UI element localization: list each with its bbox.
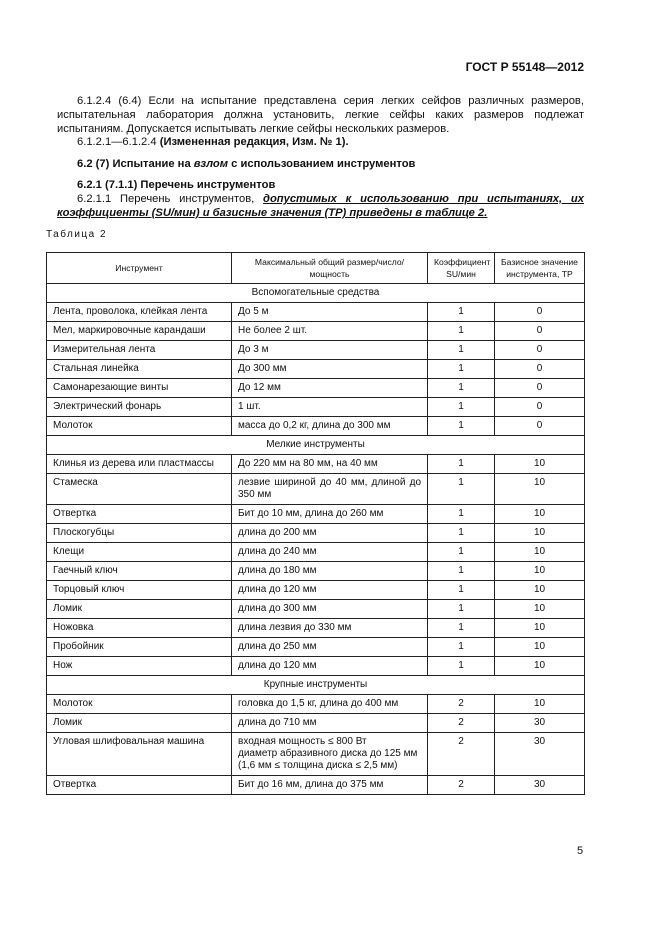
tool-limit-cell: Не более 2 шт. xyxy=(232,322,428,341)
base-value-cell: 10 xyxy=(495,562,585,581)
paragraph-prefix: 6.2.1.1 Перечень инструментов, xyxy=(77,193,264,205)
paragraph-changed-text: допустимых к использованию при испытаниях, их коэффициенты (SU/мин) и базисные значения (ТР) приведены в таблице 2. xyxy=(57,193,584,219)
table-row xyxy=(47,581,585,600)
tool-name-cell: Молоток xyxy=(47,695,232,714)
column-header: Инструмент xyxy=(47,253,232,284)
table-row xyxy=(47,398,585,417)
tool-name-cell: Измерительная лента xyxy=(47,341,232,360)
tool-name-cell: Ломик xyxy=(47,714,232,733)
table-row xyxy=(47,379,585,398)
section-row xyxy=(47,284,585,303)
table-row xyxy=(47,695,585,714)
paragraph-amendment-note xyxy=(57,135,584,149)
coefficient-cell: 1 xyxy=(428,524,495,543)
base-value-cell: 10 xyxy=(495,505,585,524)
document-header: ГОСТ Р 55148—2012 xyxy=(465,60,584,74)
coefficient-cell: 2 xyxy=(428,733,495,776)
tools-table xyxy=(46,252,585,795)
table-row xyxy=(47,303,585,322)
amendment-text: (Измененная редакция, Изм. № 1). xyxy=(159,136,349,148)
base-value-cell: 10 xyxy=(495,600,585,619)
section-row xyxy=(47,436,585,455)
tool-name-cell: Электрический фонарь xyxy=(47,398,232,417)
table-row xyxy=(47,524,585,543)
base-value-cell: 10 xyxy=(495,543,585,562)
tool-name-cell: Мел, маркировочные карандаши xyxy=(47,322,232,341)
coefficient-cell: 1 xyxy=(428,455,495,474)
tool-name-cell: Клещи xyxy=(47,543,232,562)
coefficient-cell: 2 xyxy=(428,776,495,795)
coefficient-cell: 1 xyxy=(428,562,495,581)
table-row xyxy=(47,474,585,505)
table-body xyxy=(47,284,585,795)
tool-limit-cell: длина до 250 мм xyxy=(232,638,428,657)
table-row xyxy=(47,619,585,638)
base-value-cell: 0 xyxy=(495,341,585,360)
base-value-cell: 0 xyxy=(495,303,585,322)
base-value-cell: 10 xyxy=(495,695,585,714)
tool-name-cell: Ломик xyxy=(47,600,232,619)
base-value-cell: 0 xyxy=(495,417,585,436)
base-value-cell: 10 xyxy=(495,619,585,638)
table-row xyxy=(47,360,585,379)
heading-emphasis: взлом xyxy=(193,158,229,170)
table-row xyxy=(47,714,585,733)
base-value-cell: 0 xyxy=(495,379,585,398)
table-header-row xyxy=(47,253,585,284)
table-row xyxy=(47,341,585,360)
tool-name-cell: Торцовый ключ xyxy=(47,581,232,600)
tool-limit-cell: масса до 0,2 кг, длина до 300 мм xyxy=(232,417,428,436)
base-value-cell: 10 xyxy=(495,524,585,543)
page-number: 5 xyxy=(577,845,584,857)
tool-name-cell: Отвертка xyxy=(47,505,232,524)
tool-limit-cell: Бит до 16 мм, длина до 375 мм xyxy=(232,776,428,795)
tool-name-cell: Угловая шлифовальная машина xyxy=(47,733,232,776)
tool-name-cell: Стальная линейка xyxy=(47,360,232,379)
coefficient-cell: 1 xyxy=(428,322,495,341)
section-title: Крупные инструменты xyxy=(47,676,585,695)
paragraph-6-1-2-4: 6.1.2.4 (6.4) Если на испытание представлена серия легких сейфов различных размеров, испытательная лаборатория должна установить, легкие сейфы каких размеров подлежат испытаниям. Допускается испытывать легкие сейфы нескольких размеров. xyxy=(57,95,584,135)
tool-name-cell: Лента, проволока, клейкая лента xyxy=(47,303,232,322)
coefficient-cell: 1 xyxy=(428,581,495,600)
tool-limit-cell: До 5 м xyxy=(232,303,428,322)
paragraph-6-2-1-1 xyxy=(57,192,584,220)
tool-limit-cell: длина до 120 мм xyxy=(232,657,428,676)
section-title: Вспомогательные средства xyxy=(47,284,585,303)
table-row xyxy=(47,543,585,562)
tool-name-cell: Плоскогубцы xyxy=(47,524,232,543)
section-heading-6-2 xyxy=(57,157,584,171)
tool-limit-cell: длина до 200 мм xyxy=(232,524,428,543)
coefficient-cell: 1 xyxy=(428,474,495,505)
coefficient-cell: 1 xyxy=(428,360,495,379)
column-header: Базисное значение инструмента, ТР xyxy=(495,253,585,284)
tool-limit-cell: До 220 мм на 80 мм, на 40 мм xyxy=(232,455,428,474)
coefficient-cell: 1 xyxy=(428,341,495,360)
base-value-cell: 30 xyxy=(495,776,585,795)
base-value-cell: 10 xyxy=(495,638,585,657)
table-row xyxy=(47,505,585,524)
tool-limit-cell: длина до 120 мм xyxy=(232,581,428,600)
tool-limit-cell: длина до 300 мм xyxy=(232,600,428,619)
tool-limit-cell: До 3 м xyxy=(232,341,428,360)
table-row xyxy=(47,417,585,436)
tool-limit-cell: длина лезвия до 330 мм xyxy=(232,619,428,638)
base-value-cell: 0 xyxy=(495,360,585,379)
tool-limit-cell: головка до 1,5 кг, длина до 400 мм xyxy=(232,695,428,714)
table-row xyxy=(47,322,585,341)
tool-limit-cell: длина до 240 мм xyxy=(232,543,428,562)
table-row xyxy=(47,562,585,581)
coefficient-cell: 1 xyxy=(428,398,495,417)
section-row xyxy=(47,676,585,695)
coefficient-cell: 1 xyxy=(428,303,495,322)
base-value-cell: 0 xyxy=(495,398,585,417)
base-value-cell: 10 xyxy=(495,657,585,676)
tool-limit-cell: До 300 мм xyxy=(232,360,428,379)
table-row xyxy=(47,638,585,657)
tool-name-cell: Стамеска xyxy=(47,474,232,505)
tool-limit-cell: До 12 мм xyxy=(232,379,428,398)
table-row xyxy=(47,657,585,676)
coefficient-cell: 1 xyxy=(428,600,495,619)
table-row xyxy=(47,776,585,795)
tool-name-cell: Отвертка xyxy=(47,776,232,795)
coefficient-cell: 1 xyxy=(428,619,495,638)
table-row xyxy=(47,600,585,619)
tool-name-cell: Ножовка xyxy=(47,619,232,638)
tool-limit-cell: длина до 710 мм xyxy=(232,714,428,733)
table-row xyxy=(47,455,585,474)
coefficient-cell: 1 xyxy=(428,417,495,436)
base-value-cell: 10 xyxy=(495,474,585,505)
tool-name-cell: Гаечный ключ xyxy=(47,562,232,581)
table-row xyxy=(47,733,585,776)
base-value-cell: 10 xyxy=(495,581,585,600)
coefficient-cell: 1 xyxy=(428,379,495,398)
coefficient-cell: 2 xyxy=(428,714,495,733)
coefficient-cell: 1 xyxy=(428,657,495,676)
tool-limit-cell: 1 шт. xyxy=(232,398,428,417)
base-value-cell: 30 xyxy=(495,714,585,733)
tool-limit-cell: входная мощность ≤ 800 Вт диаметр абразивного диска до 125 мм (1,6 мм ≤ толщина диска ≤ 2,5 мм) xyxy=(232,733,428,776)
column-header: Максимальный общий размер/число/мощность xyxy=(232,253,428,284)
base-value-cell: 0 xyxy=(495,322,585,341)
coefficient-cell: 1 xyxy=(428,543,495,562)
coefficient-cell: 1 xyxy=(428,638,495,657)
section-heading-6-2-1: 6.2.1 (7.1.1) Перечень инструментов xyxy=(77,179,276,191)
base-value-cell: 30 xyxy=(495,733,585,776)
section-title: Мелкие инструменты xyxy=(47,436,585,455)
base-value-cell: 10 xyxy=(495,455,585,474)
tool-name-cell: Нож xyxy=(47,657,232,676)
coefficient-cell: 2 xyxy=(428,695,495,714)
table-caption: Таблица 2 xyxy=(46,229,108,240)
tool-limit-cell: лезвие шириной до 40 мм, длиной до 350 мм xyxy=(232,474,428,505)
heading-part-b: с использованием инструментов xyxy=(228,158,416,170)
coefficient-cell: 1 xyxy=(428,505,495,524)
column-header: Коэффициент SU/мин xyxy=(428,253,495,284)
tool-name-cell: Пробойник xyxy=(47,638,232,657)
tool-name-cell: Самонарезающие винты xyxy=(47,379,232,398)
tool-name-cell: Молоток xyxy=(47,417,232,436)
heading-part-a: 6.2 (7) Испытание на xyxy=(77,158,194,170)
tool-limit-cell: Бит до 10 мм, длина до 260 мм xyxy=(232,505,428,524)
tool-limit-cell: длина до 180 мм xyxy=(232,562,428,581)
amendment-prefix: 6.1.2.1—6.1.2.4 xyxy=(77,136,160,148)
tool-name-cell: Клинья из дерева или пластмассы xyxy=(47,455,232,474)
